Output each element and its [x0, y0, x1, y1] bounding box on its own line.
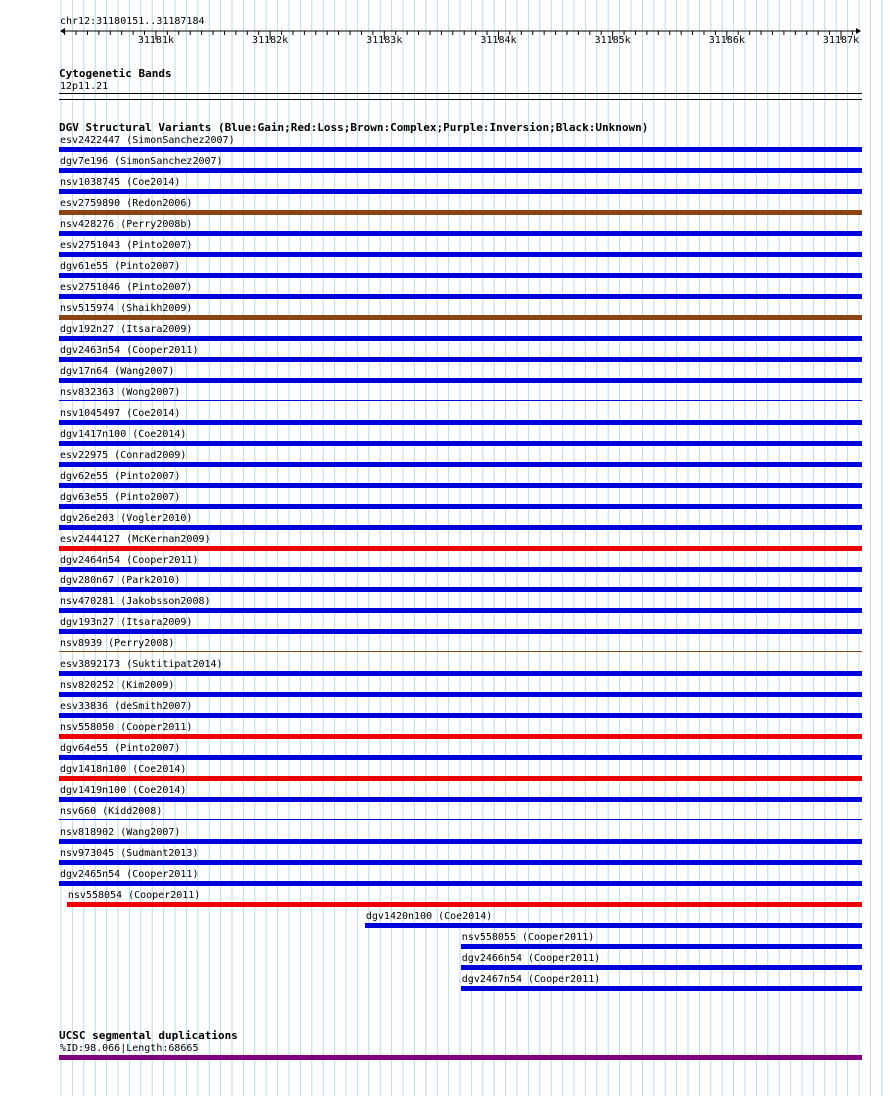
variant-bar-gain[interactable]	[59, 797, 862, 802]
variant-bar-complex[interactable]	[59, 210, 862, 215]
ruler-tick-label: 31182k	[252, 35, 289, 46]
variant-label[interactable]: esv2759890 (Redon2006)	[60, 197, 193, 209]
variant-label[interactable]: dgv61e55 (Pinto2007)	[60, 260, 181, 272]
variant-label[interactable]: dgv62e55 (Pinto2007)	[60, 470, 181, 482]
variant-bar-gain[interactable]	[59, 420, 862, 425]
variant-label[interactable]: esv3892173 (Suktitipat2014)	[60, 659, 223, 671]
variant-bar-gain[interactable]	[59, 608, 862, 613]
variant-bar-gain[interactable]	[59, 483, 862, 488]
variant-label[interactable]: nsv428276 (Perry2008b)	[60, 218, 193, 230]
variant-bar-loss[interactable]	[59, 776, 862, 781]
variant-label[interactable]: dgv63e55 (Pinto2007)	[60, 491, 181, 503]
variant-label[interactable]: dgv64e55 (Pinto2007)	[60, 743, 181, 755]
variant-label[interactable]: nsv820252 (Kim2009)	[60, 680, 175, 692]
ruler-tick-label: 31186k	[708, 35, 745, 46]
variant-label[interactable]: dgv7e196 (SimonSanchez2007)	[60, 155, 223, 167]
variant-label[interactable]: nsv515974 (Shaikh2009)	[60, 302, 193, 314]
variant-bar-gain[interactable]	[59, 692, 862, 697]
variant-label[interactable]: esv2422447 (SimonSanchez2007)	[60, 135, 235, 146]
ruler-tick-label: 31184k	[480, 35, 517, 46]
variant-label[interactable]: esv2751043 (Pinto2007)	[60, 239, 193, 251]
ruler-tick-label: 31187k	[822, 35, 860, 46]
ruler-tick-label: 31183k	[366, 35, 403, 46]
variant-bar-gain[interactable]	[59, 713, 862, 718]
variant-bar-gain[interactable]	[59, 860, 862, 865]
ruler-coordinates: chr12:31180151..31187184	[60, 16, 205, 27]
variant-bar-complex[interactable]	[59, 651, 862, 652]
variant-bar-gain[interactable]	[59, 755, 862, 760]
variant-label[interactable]: dgv192n27 (Itsara2009)	[60, 323, 193, 335]
cytoband-label: 12p11.21	[60, 81, 109, 92]
segdup-label: %ID:98.066|Length:68665	[60, 1043, 199, 1054]
variant-bar-loss[interactable]	[59, 734, 862, 739]
variant-bar-gain[interactable]	[59, 189, 862, 194]
variant-label[interactable]: dgv1417n100 (Coe2014)	[60, 428, 187, 440]
variant-label[interactable]: nsv558050 (Cooper2011)	[60, 722, 193, 734]
variant-label[interactable]: nsv1045497 (Coe2014)	[60, 407, 181, 419]
variant-label[interactable]: nsv832363 (Wong2007)	[60, 386, 181, 398]
variant-bar-gain[interactable]	[59, 294, 862, 299]
variant-label[interactable]: dgv2464n54 (Cooper2011)	[60, 554, 199, 566]
ruler-tick-label: 31185k	[594, 35, 631, 46]
cytoband-bar-bottom	[59, 99, 862, 100]
variant-label[interactable]: dgv26e203 (Vogler2010)	[60, 512, 193, 524]
variant-bar-gain[interactable]	[461, 986, 862, 991]
variant-bar-gain[interactable]	[59, 441, 862, 446]
variant-bar-gain[interactable]	[59, 231, 862, 236]
cytoband-track-title: Cytogenetic Bands	[59, 67, 172, 80]
variant-bar-gain[interactable]	[461, 965, 862, 970]
ruler-tick-label: 31181k	[137, 35, 174, 46]
variant-label[interactable]: nsv1038745 (Coe2014)	[60, 176, 181, 188]
variant-label[interactable]: dgv17n64 (Wang2007)	[60, 365, 175, 377]
variant-label[interactable]: nsv818902 (Wang2007)	[60, 827, 181, 839]
variant-bar-gain[interactable]	[59, 839, 862, 844]
variant-bar-gain[interactable]	[59, 273, 862, 278]
variant-bar-gain[interactable]	[59, 357, 862, 362]
variant-label[interactable]: dgv2463n54 (Cooper2011)	[60, 344, 199, 356]
variant-label[interactable]: nsv558054 (Cooper2011)	[67, 890, 201, 902]
variant-label[interactable]: nsv470281 (Jakobsson2008)	[60, 596, 211, 608]
variant-label[interactable]: nsv660 (Kidd2008)	[60, 806, 163, 818]
variant-label[interactable]: dgv1420n100 (Coe2014)	[365, 911, 493, 923]
variant-bar-gain[interactable]	[59, 168, 862, 173]
variant-label[interactable]: nsv8939 (Perry2008)	[60, 638, 175, 650]
variant-bar-gain[interactable]	[59, 462, 862, 467]
variant-label[interactable]: dgv1418n100 (Coe2014)	[60, 764, 187, 776]
variant-label[interactable]: dgv193n27 (Itsara2009)	[60, 617, 193, 629]
cytoband-bar-top	[59, 93, 862, 94]
variant-bar-loss[interactable]	[59, 546, 862, 551]
variant-bar-gain[interactable]	[59, 819, 862, 820]
variant-label[interactable]: dgv1419n100 (Coe2014)	[60, 785, 187, 797]
variant-bar-gain[interactable]	[59, 629, 862, 634]
ruler-right-arrow-icon	[856, 28, 861, 34]
variant-bar-gain[interactable]	[59, 504, 862, 509]
variant-bar-gain[interactable]	[59, 147, 862, 152]
variant-label[interactable]: esv22975 (Conrad2009)	[60, 449, 187, 461]
segdup-feature-bar[interactable]	[59, 1055, 862, 1060]
variant-label[interactable]: nsv973045 (Sudmant2013)	[60, 848, 199, 860]
variant-bar-gain[interactable]	[59, 881, 862, 886]
dgv-track-title: DGV Structural Variants (Blue:Gain;Red:Loss;Brown:Complex;Purple:Inversion;Black:Unknown)	[59, 121, 649, 134]
variant-label[interactable]: nsv558055 (Cooper2011)	[461, 932, 595, 944]
variant-bar-loss[interactable]	[67, 902, 862, 907]
variant-label[interactable]: esv2444127 (McKernan2009)	[60, 533, 211, 545]
variant-label[interactable]: dgv2465n54 (Cooper2011)	[60, 869, 199, 881]
variant-bar-gain[interactable]	[59, 400, 862, 401]
variant-bar-gain[interactable]	[59, 336, 862, 341]
variant-bar-gain[interactable]	[365, 923, 862, 928]
variant-bar-complex[interactable]	[59, 315, 862, 320]
variant-bar-gain[interactable]	[59, 378, 862, 383]
segdup-track-title: UCSC segmental duplications	[59, 1029, 238, 1042]
variant-bar-gain[interactable]	[59, 252, 862, 257]
variant-label[interactable]: esv2751046 (Pinto2007)	[60, 281, 193, 293]
variant-bar-gain[interactable]	[59, 671, 862, 676]
variant-label[interactable]: dgv280n67 (Park2010)	[60, 575, 181, 587]
variant-bar-gain[interactable]	[59, 567, 862, 572]
variant-bar-gain[interactable]	[59, 587, 862, 592]
variant-label[interactable]: esv33836 (deSmith2007)	[60, 701, 193, 713]
variant-bar-gain[interactable]	[59, 525, 862, 530]
variant-label[interactable]: dgv2467n54 (Cooper2011)	[461, 974, 601, 985]
variant-bar-gain[interactable]	[461, 944, 862, 949]
variant-label[interactable]: dgv2466n54 (Cooper2011)	[461, 953, 601, 965]
